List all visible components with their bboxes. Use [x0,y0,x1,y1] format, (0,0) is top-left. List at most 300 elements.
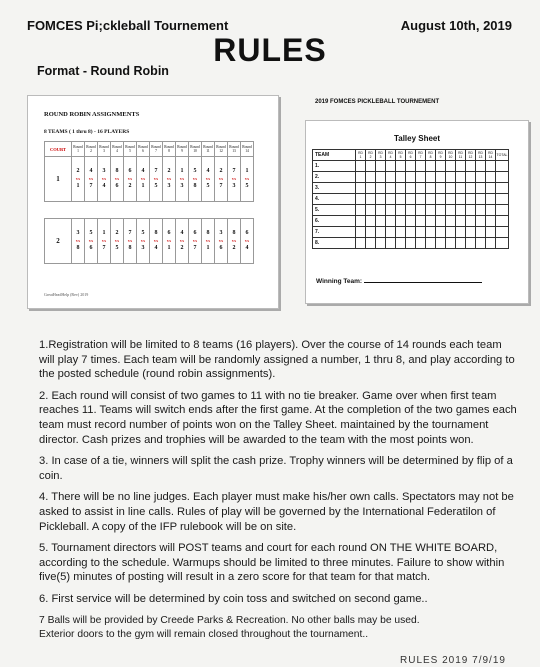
rule-item-7: 7 Balls will be provided by Creede Parks & Recreation. No other balls may be used. [39,614,420,626]
score-cell [366,161,376,172]
round-header: Round 7 [150,142,163,157]
score-cell [466,194,476,205]
matchup-cell [150,219,163,264]
score-cell [446,205,456,216]
score-cell [466,238,476,249]
team-number: 6. [313,216,356,227]
rule-item: 4. There will be no line judges. Each player must make his/her own calls. Spectators may not be asked to assist in line calls. Rules of play will be governed by the International Federatilon of Pickleball. A copy of the IFP rulebook will be on site. [39,491,514,533]
score-cell [386,238,396,249]
round-header: Round 3 [98,142,111,157]
vs-label: VS [140,177,146,181]
team-b: 2 [232,245,236,251]
team-b: 7 [89,183,93,189]
team-number: 3. [313,183,356,194]
score-cell [486,238,496,249]
vs-label: VS [101,177,107,181]
round-column-header [406,150,416,161]
talley-document-title: 2019 FOMCES PICKLEBALL TOURNEMENT [315,99,440,105]
score-cell [446,238,456,249]
team-a: 4 [89,168,93,174]
court-number: 2 [45,219,72,264]
score-cell [436,172,446,183]
vs-label: VS [192,177,198,181]
score-cell [496,238,509,249]
score-cell [426,227,436,238]
team-number: 5. [313,205,356,216]
score-cell [406,227,416,238]
score-cell [356,161,366,172]
team-a: 8 [154,230,158,236]
score-cell [356,183,366,194]
score-cell [416,238,426,249]
rd-label: RD [368,151,373,155]
round-header: Round 8 [163,142,176,157]
team-a: 2 [167,168,171,174]
score-cell [446,183,456,194]
score-cell [476,183,486,194]
score-cell [416,216,426,227]
team-b: 5 [154,183,158,189]
team-number: 7. [313,227,356,238]
score-cell [456,238,466,249]
score-cell [406,216,416,227]
score-cell [496,216,509,227]
score-cell [486,194,496,205]
matchup-cell [215,157,228,202]
score-cell [486,183,496,194]
vs-label: VS [205,239,211,243]
team-b: 2 [180,245,184,251]
score-cell [416,194,426,205]
team-b: 1 [206,245,210,251]
score-cell [356,216,366,227]
score-cell [496,161,509,172]
rd-label: RD [458,151,463,155]
vs-label: VS [218,177,224,181]
matchup-cell [124,219,137,264]
round-header: Round 6 [137,142,150,157]
score-cell [386,205,396,216]
talley-table [312,149,509,249]
round-number: 9 [439,155,442,159]
vs-label: VS [101,239,107,243]
score-cell [466,161,476,172]
score-cell [356,172,366,183]
matchup-cell [111,157,124,202]
matchup-cell [176,157,189,202]
score-cell [426,216,436,227]
score-cell [486,161,496,172]
team-b: 8 [193,183,197,189]
team-row [313,205,509,216]
score-cell [406,205,416,216]
team-a: 7 [232,168,236,174]
round-header: Round 12 [215,142,228,157]
team-row [313,161,509,172]
score-cell [376,161,386,172]
round-header: Round 2 [85,142,98,157]
talley-heading: Talley Sheet [393,134,441,143]
team-b: 8 [76,245,80,251]
rd-label: RD [408,151,413,155]
score-cell [476,238,486,249]
team-b: 7 [102,245,106,251]
team-a: 8 [115,168,119,174]
score-cell [476,161,486,172]
score-cell [496,227,509,238]
score-cell [376,205,386,216]
talley-sheet [305,120,529,304]
score-cell [396,183,406,194]
round-robin-table [44,141,254,264]
score-cell [416,205,426,216]
matchup-cell [72,219,85,264]
round-header-row [45,142,254,157]
vs-label: VS [127,239,133,243]
score-cell [486,227,496,238]
team-b: 6 [219,245,223,251]
matchup-cell [241,219,254,264]
score-cell [396,227,406,238]
team-a: 1 [180,168,184,174]
format-label: Format - Round Robin [37,64,169,78]
matchup-cell [202,157,215,202]
round-column-header [476,150,486,161]
score-cell [496,205,509,216]
team-a: 2 [219,168,223,174]
team-a: 8 [206,230,210,236]
team-a: 5 [141,230,145,236]
team-number: 2. [313,172,356,183]
round-column-header [366,150,376,161]
team-row [313,216,509,227]
round-number: 6 [409,155,412,159]
team-b: 6 [115,183,119,189]
score-cell [406,172,416,183]
round-number: 8 [429,155,432,159]
score-cell [466,216,476,227]
score-cell [476,216,486,227]
score-cell [376,238,386,249]
winning-team-field [316,276,482,285]
matchup-cell [189,219,202,264]
team-a: 6 [128,168,132,174]
score-cell [476,194,486,205]
vs-label: VS [114,177,120,181]
score-cell [436,216,446,227]
score-cell [446,172,456,183]
vs-label: VS [218,239,224,243]
score-cell [386,172,396,183]
score-cell [466,205,476,216]
rule-item: 2. Each round will consist of two games to 11 with no tie breaker. Game over when first team reaches 11. Teams will switch ends after the first game. At the completion of the two games each team must record number of points won on the Talley Sheet. maintained by the tournament director. Cash prizes and trophies will be awarded to the team with the most points won. [39,389,517,446]
round-robin-title: ROUND ROBIN ASSIGNMENTS [44,111,140,118]
round-column-header [436,150,446,161]
event-title: FOMCES Pi;ckleball Tournement [27,18,229,33]
team-b: 5 [206,183,210,189]
score-cell [456,183,466,194]
team-a: 6 [193,230,197,236]
score-cell [486,172,496,183]
team-b: 4 [245,245,249,251]
spacer [45,202,254,219]
team-a: 7 [154,168,158,174]
team-a: 7 [128,230,132,236]
talley-header-row [313,150,509,161]
score-cell [386,161,396,172]
round-column-header [466,150,476,161]
matchup-cell [137,157,150,202]
rule-item: 5. Tournament directors will POST teams and court for each round ON THE WHITE BOARD, according to the schedule. Warmups should be limited to three minutes. Failure to show within five(5) minutes of posting will result in a zero score for that team for that match. [39,542,505,584]
score-cell [376,172,386,183]
score-cell [476,172,486,183]
matchup-cell [98,219,111,264]
team-b: 3 [141,245,145,251]
matchup-cell [228,219,241,264]
team-b: 4 [154,245,158,251]
rd-label: RD [388,151,393,155]
winning-team-blank [364,276,482,283]
team-b: 2 [128,183,132,189]
rule-item: 6. First service will be determined by coin toss and switched on second game.. [39,592,428,605]
round-robin-subtitle: 8 TEAMS ( 1 thru 8) - 16 PLAYERS [44,129,130,135]
rd-label: RD [468,151,473,155]
page-title: RULES [213,32,327,68]
team-b: 8 [128,245,132,251]
vs-label: VS [244,239,250,243]
score-cell [496,194,509,205]
court-row [45,219,254,264]
team-header: TEAM [313,150,356,161]
vs-label: VS [127,177,133,181]
round-column-header [356,150,366,161]
score-cell [446,227,456,238]
score-cell [356,194,366,205]
matchup-cell [163,157,176,202]
team-a: 6 [245,230,249,236]
matchup-cell [189,157,202,202]
score-cell [456,227,466,238]
score-cell [386,194,396,205]
team-b: 5 [245,183,249,189]
total-header: TOTAL [496,150,509,161]
score-cell [436,205,446,216]
score-cell [456,161,466,172]
round-number: 12 [468,155,473,159]
court-number: 1 [45,157,72,202]
score-cell [396,216,406,227]
team-b: 7 [219,183,223,189]
winning-team-label: Winning Team: [316,278,363,285]
score-cell [446,216,456,227]
team-b: 5 [115,245,119,251]
score-cell [366,205,376,216]
round-number: 5 [399,155,402,159]
score-cell [486,216,496,227]
score-cell [456,172,466,183]
team-number: 4. [313,194,356,205]
vs-label: VS [231,239,237,243]
score-cell [396,161,406,172]
matchup-cell [111,219,124,264]
vs-label: VS [88,177,94,181]
vs-label: VS [192,239,198,243]
round-robin-footer: GreatHeadHelp (Rev) 2019 [44,292,89,297]
round-number: 14 [488,155,493,159]
team-a: 3 [76,230,80,236]
score-cell [386,227,396,238]
score-cell [436,238,446,249]
score-cell [426,172,436,183]
team-a: 4 [180,230,184,236]
score-cell [396,205,406,216]
team-b: 3 [167,183,171,189]
vs-label: VS [140,239,146,243]
rd-label: RD [488,151,493,155]
team-row [313,183,509,194]
score-cell [486,205,496,216]
score-cell [396,238,406,249]
score-cell [476,205,486,216]
vs-label: VS [179,177,185,181]
score-cell [366,216,376,227]
round-number: 11 [458,155,463,159]
score-cell [416,172,426,183]
rd-label: RD [428,151,433,155]
round-column-header [376,150,386,161]
rd-label: RD [448,151,453,155]
team-b: 7 [193,245,197,251]
round-header: Round 4 [111,142,124,157]
score-cell [406,183,416,194]
rd-label: RD [398,151,403,155]
score-cell [366,172,376,183]
score-cell [426,161,436,172]
score-cell [376,183,386,194]
rule-item: 3. In case of a tie, winners will split the cash prize. Trophy winners will be determined by flip of a coin. [39,455,513,482]
score-cell [366,194,376,205]
rule-item-7-continued: Exterior doors to the gym will remain closed throughout the tournament.. [39,629,369,640]
round-header: Round 1 [72,142,85,157]
vs-label: VS [153,239,159,243]
score-cell [476,227,486,238]
score-cell [436,227,446,238]
score-cell [386,183,396,194]
round-header: Round 5 [124,142,137,157]
matchup-cell [215,219,228,264]
team-a: 1 [102,230,106,236]
team-a: 4 [206,168,210,174]
score-cell [496,183,509,194]
team-a: 1 [245,168,249,174]
matchup-cell [241,157,254,202]
matchup-cell [228,157,241,202]
score-cell [406,194,416,205]
vs-label: VS [166,177,172,181]
score-cell [376,194,386,205]
score-cell [396,194,406,205]
matchup-cell [202,219,215,264]
team-number: 1. [313,161,356,172]
score-cell [456,205,466,216]
round-column-header [396,150,406,161]
score-cell [496,172,509,183]
team-row [313,227,509,238]
rd-label: RD [418,151,423,155]
matchup-cell [163,219,176,264]
score-cell [406,161,416,172]
matchup-cell [85,219,98,264]
round-robin-sheet [27,95,279,309]
matchup-cell [98,157,111,202]
score-cell [396,172,406,183]
score-cell [416,161,426,172]
round-column-header [386,150,396,161]
score-cell [376,216,386,227]
round-header: Round 9 [176,142,189,157]
round-number: 4 [389,155,392,159]
score-cell [386,216,396,227]
team-a: 8 [232,230,236,236]
vs-label: VS [114,239,120,243]
vs-label: VS [166,239,172,243]
score-cell [436,183,446,194]
team-b: 1 [167,245,171,251]
rule-item: 1.Registration will be limited to 8 teams (16 players). Over the course of 14 rounds each team will play 7 times. Each team will be randomly assigned a number, 1 thru 8, and play according to the posted schedule (round robin assignments). [39,339,515,381]
vs-label: VS [205,177,211,181]
round-number: 2 [369,155,372,159]
matchup-cell [72,157,85,202]
vs-label: VS [75,177,81,181]
score-cell [426,183,436,194]
team-row [313,238,509,249]
score-cell [356,227,366,238]
score-cell [456,216,466,227]
team-a: 3 [102,168,106,174]
round-header: Round 14 [241,142,254,157]
matchup-cell [137,219,150,264]
score-cell [466,172,476,183]
team-row [313,194,509,205]
score-cell [436,161,446,172]
team-a: 2 [115,230,119,236]
vs-label: VS [153,177,159,181]
team-b: 3 [180,183,184,189]
round-column-header [446,150,456,161]
team-b: 1 [141,183,145,189]
round-number: 3 [379,155,382,159]
score-cell [436,194,446,205]
team-a: 6 [167,230,171,236]
vs-label: VS [75,239,81,243]
round-column-header [416,150,426,161]
team-b: 6 [89,245,93,251]
team-a: 5 [89,230,93,236]
round-number: 1 [359,155,362,159]
court-header: COURT [45,142,72,157]
team-a: 2 [76,168,80,174]
matchup-cell [176,219,189,264]
round-column-header [426,150,436,161]
rd-label: RD [378,151,383,155]
team-a: 4 [141,168,145,174]
round-column-header [456,150,466,161]
round-column-header [486,150,496,161]
team-a: 3 [219,230,223,236]
score-cell [446,161,456,172]
score-cell [416,227,426,238]
round-header: Round 13 [228,142,241,157]
